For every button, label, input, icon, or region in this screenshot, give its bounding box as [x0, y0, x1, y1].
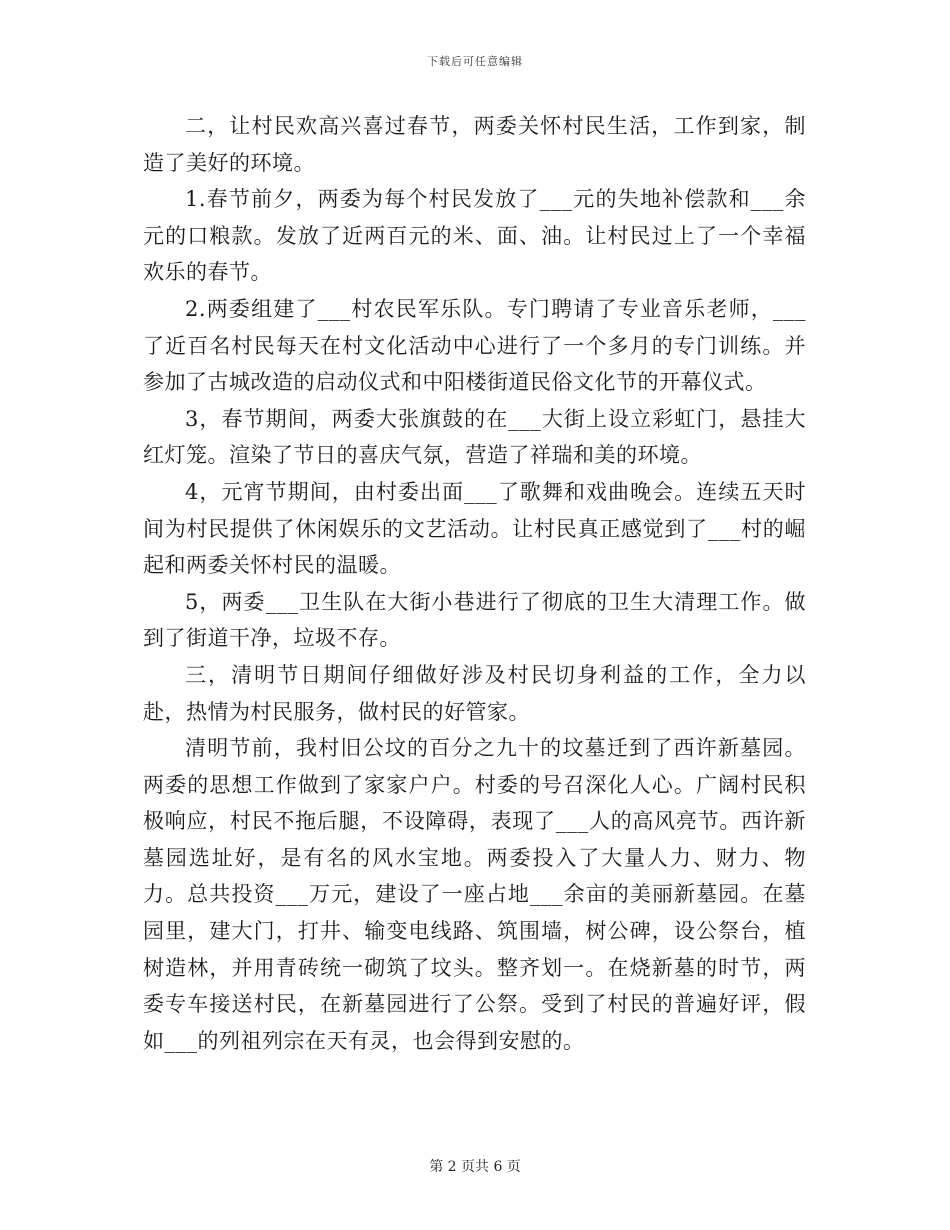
page-header: 下载后可任意编辑: [427, 55, 523, 68]
paragraph-qingming-detail: 清明节前，我村旧公坟的百分之九十的坟墓迁到了西许新墓园。两委的思想工作做到了家家户户。村委的号召深化人心。广阔村民积极响应，村民不拖后腿，不设障碍，表现了___人的高风亮节。西许新墓园选址好，是有名的风水宝地。两委投入了大量人力、财力、物力。总共投资___万元，建设了一座占地___余亩的美丽新墓园。在墓园里，建大门，打井、输变电线路、筑围墙，树公碑，设公祭台，植树造林，并用青砖统一砌筑了坟头。整齐划一。在烧新墓的时节，两委专车接送村民，在新墓园进行了公祭。受到了村民的普遍好评，假如___的列祖列宗在天有灵，也会得到安慰的。: [143, 736, 806, 1053]
paragraph-item-2: 2.两委组建了___村农民军乐队。专门聘请了专业音乐老师，___了近百名村民每天在村文化活动中心进行了一个多月的专门训练。并参加了古城改造的启动仪式和中阳楼街道民俗文化节的开幕仪式。: [143, 296, 806, 395]
document-body: [143, 108, 806, 1059]
paragraph-section-two-heading: 二，让村民欢高兴喜过春节，两委关怀村民生活，工作到家，制造了美好的环境。: [143, 114, 806, 175]
paragraph-item-3: 3，春节期间，两委大张旗鼓的在___大街上设立彩虹门，悬挂大红灯笼。渲染了节日的喜庆气氛，营造了祥瑞和美的环境。: [143, 406, 806, 468]
paragraph-section-three-heading: 三，清明节日期间仔细做好涉及村民切身利益的工作，全力以赴，热情为村民服务，做村民的好管家。: [143, 662, 806, 724]
paragraph-item-5: 5，两委___卫生队在大街小巷进行了彻底的卫生大清理工作。做到了街道干净，垃圾不存。: [143, 589, 806, 651]
page-footer: 第 2 页共 6 页: [429, 1159, 521, 1175]
paragraph-item-1: 1.春节前夕，两委为每个村民发放了___元的失地补偿款和___余元的口粮款。发放了近两百元的米、面、油。让村民过上了一个幸福欢乐的春节。: [143, 187, 806, 285]
paragraph-item-4: 4，元宵节期间，由村委出面___了歌舞和戏曲晚会。连续五天时间为村民提供了休闲娱乐的文艺活动。让村民真正感觉到了___村的崛起和两委关怀村民的温暖。: [143, 479, 806, 578]
